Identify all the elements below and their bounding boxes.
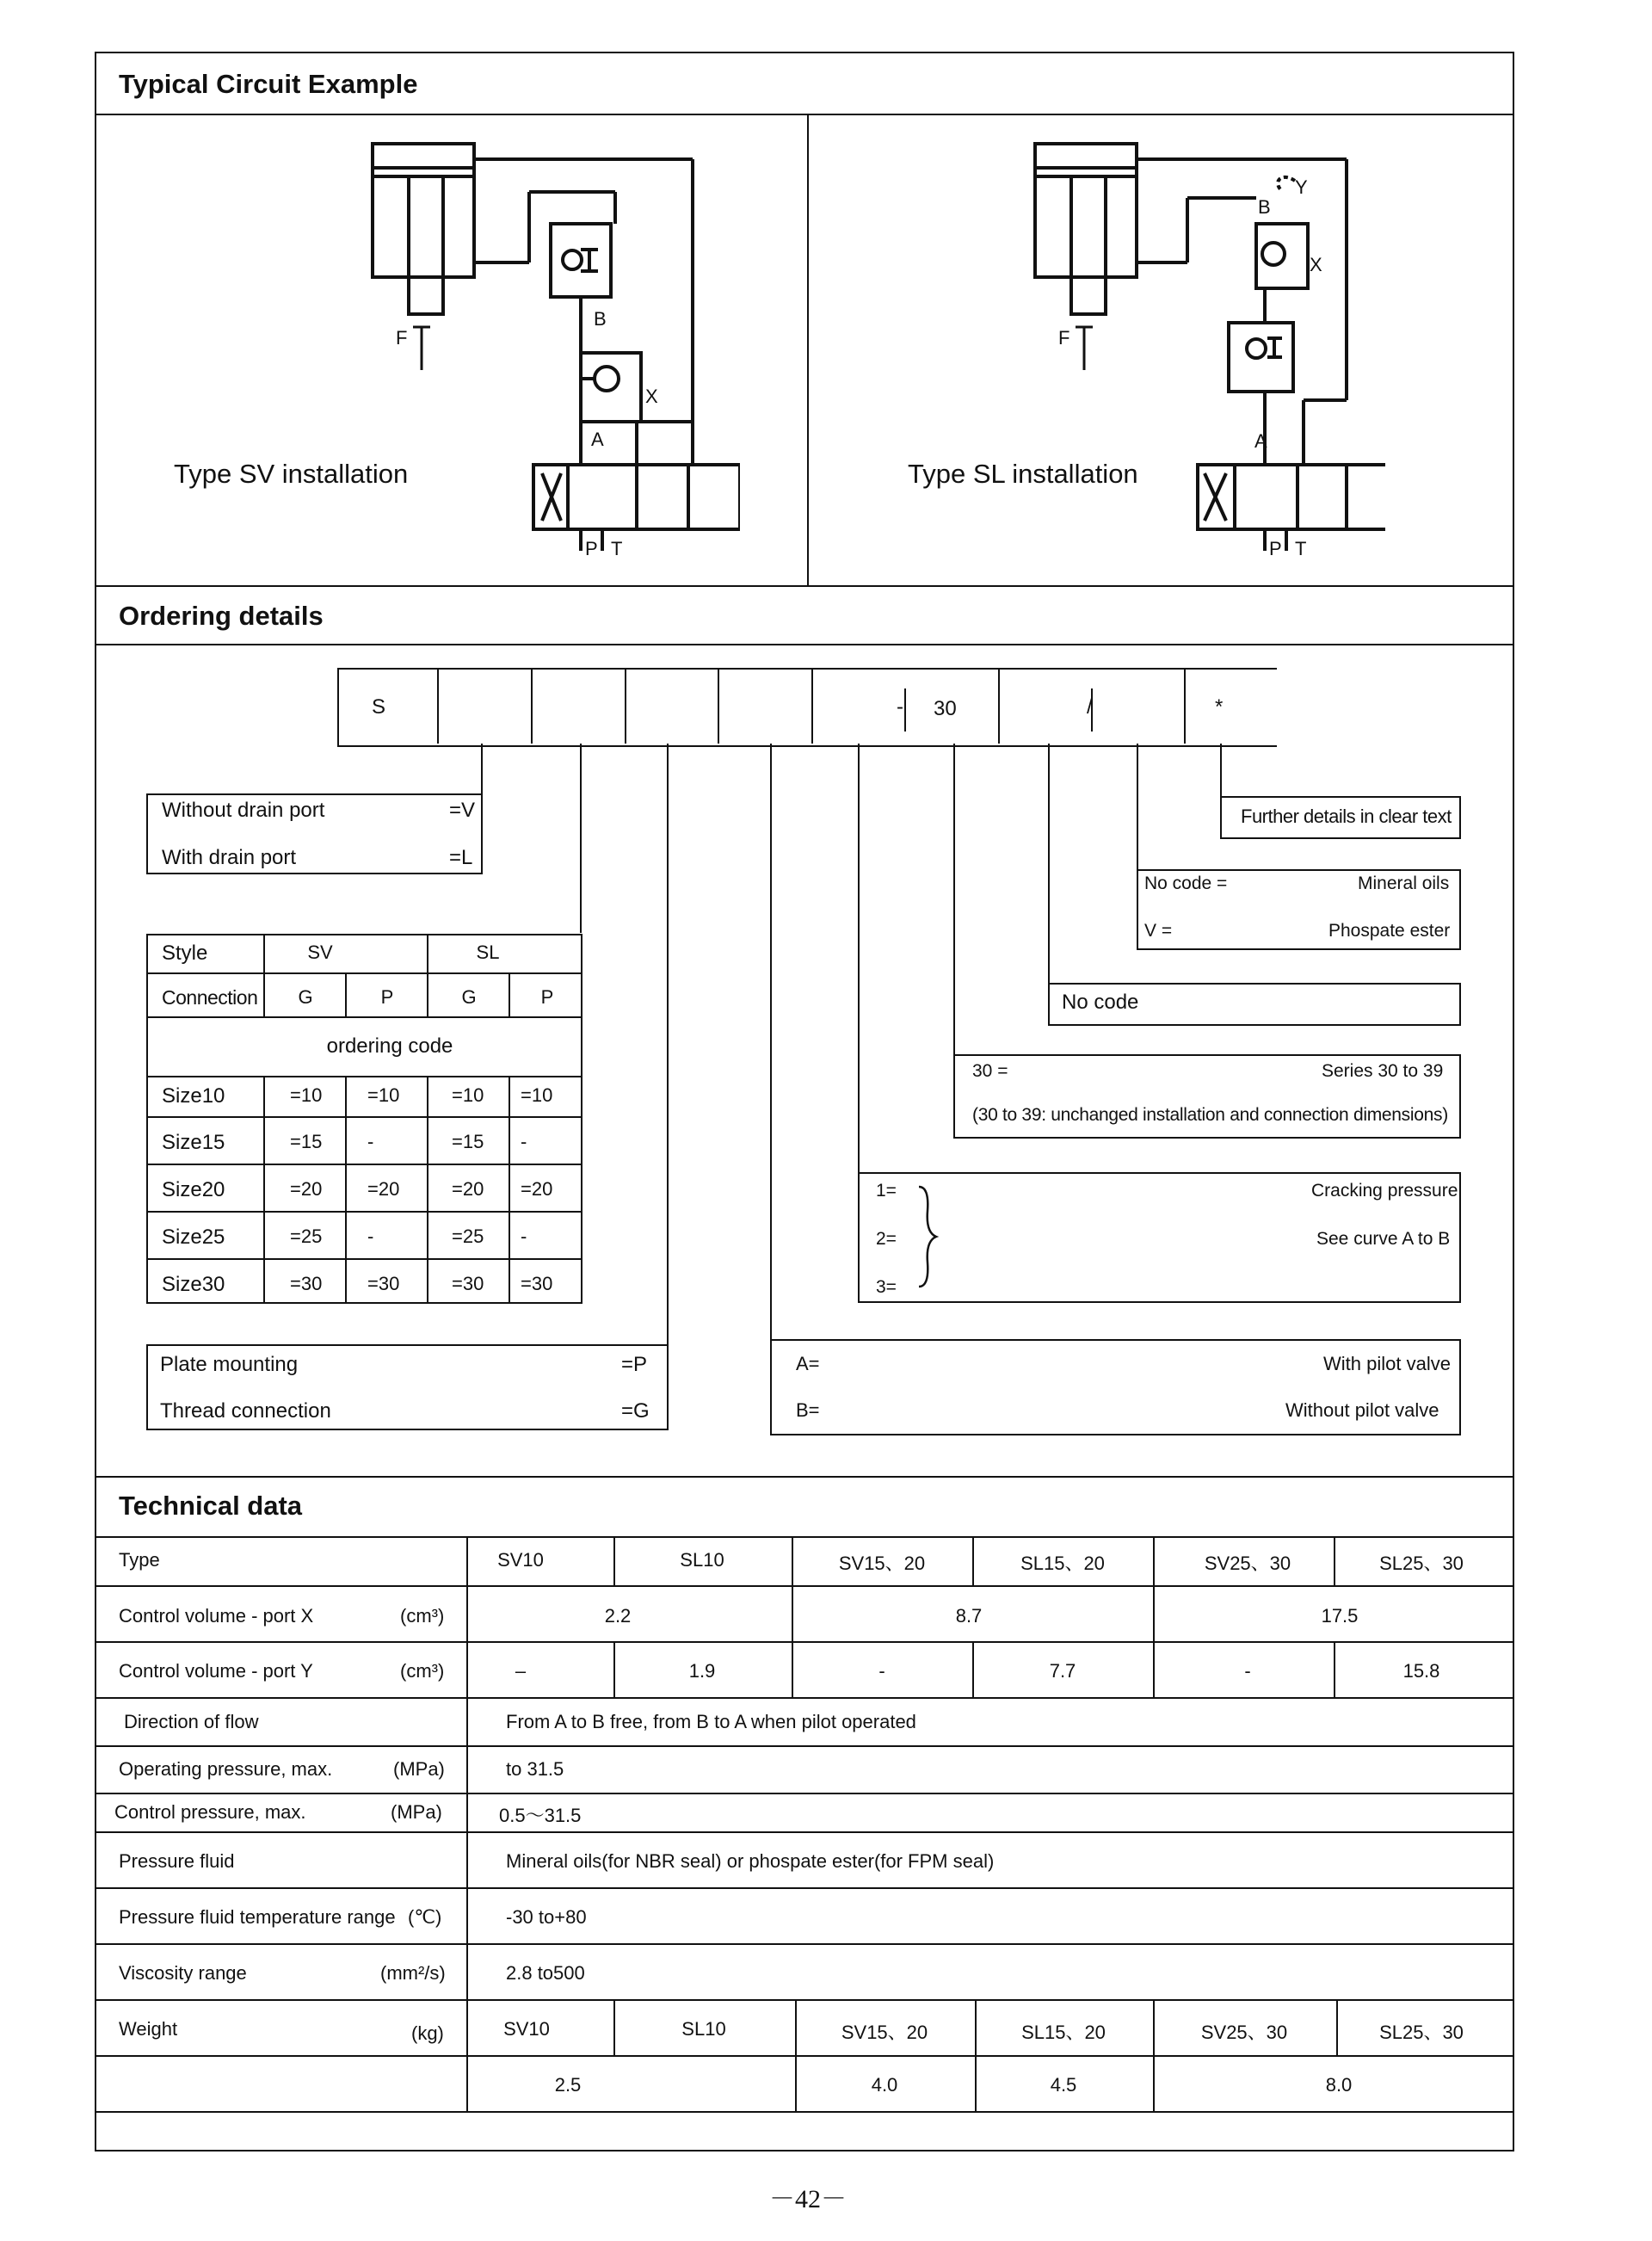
fluid-mineral-oils: Mineral oils [1358, 874, 1450, 893]
order-code-row [337, 668, 1277, 747]
ctrl-x-value: 8.7 [955, 1605, 983, 1627]
table-rule [975, 1999, 977, 2111]
table-rule [792, 1536, 793, 1697]
temp-value: -30 to+80 [506, 1906, 587, 1928]
thread-connection-label: Thread connection [160, 1399, 331, 1423]
table-rule [613, 1536, 615, 1585]
ctrl-y-value: 15.8 [1402, 1660, 1440, 1682]
type-sl-label: Type SL installation [908, 459, 1138, 489]
divider [95, 114, 1514, 115]
connector [858, 744, 860, 1172]
table-rule [345, 972, 347, 1016]
size-code: =10 [290, 1084, 323, 1106]
viscosity-label: Viscosity range [119, 1962, 247, 1984]
connector [770, 744, 772, 1339]
ctrl-x-unit: (cm³) [400, 1605, 445, 1627]
cracking-code-1: 1= [876, 1181, 897, 1201]
weight-value: 4.5 [1050, 2074, 1077, 2096]
port-b-label: B [594, 308, 607, 330]
temp-unit: (℃) [408, 1906, 442, 1928]
series-desc: Series 30 to 39 [1322, 1061, 1444, 1081]
port-t-label: T [611, 538, 623, 559]
table-rule [146, 1164, 583, 1165]
table-rule [795, 1999, 797, 2111]
cracking-code-2: 2= [876, 1229, 897, 1249]
code-divider [625, 668, 626, 744]
size-code: =10 [367, 1084, 400, 1106]
port-t-label: T [1295, 538, 1307, 559]
flow-label: Direction of flow [124, 1711, 259, 1732]
series-note: (30 to 39: unchanged installation and connection dimensions) [972, 1105, 1448, 1125]
table-rule [427, 934, 428, 1016]
weight-unit: (kg) [411, 2022, 444, 2044]
ctrl-y-value: - [1244, 1660, 1251, 1682]
plate-mounting-label: Plate mounting [160, 1353, 299, 1376]
size-code: =20 [367, 1178, 400, 1200]
size-label: Size20 [162, 1178, 225, 1201]
port-x-label: X [1310, 254, 1322, 275]
table-rule [95, 1999, 1514, 2001]
pilot-a-code: A= [796, 1353, 820, 1374]
connector [1220, 744, 1222, 798]
table-rule [146, 972, 583, 974]
cracking-pressure-text: Cracking pressure [1311, 1181, 1458, 1201]
table-rule [146, 1076, 583, 1077]
weight-type: SV15、20 [841, 2022, 928, 2043]
size-label: Size15 [162, 1131, 225, 1154]
cracking-code-3: 3= [876, 1277, 897, 1297]
weight-label: Weight [119, 2018, 178, 2040]
type-label: Type [119, 1549, 160, 1571]
ctrl-pressure-label: Control pressure, max. [114, 1801, 306, 1823]
table-rule [95, 1745, 1514, 1747]
table-rule [146, 1116, 583, 1118]
code-divider [718, 668, 719, 744]
op-pressure-unit: (MPa) [393, 1758, 445, 1780]
style-sl: SL [476, 941, 500, 963]
style-sv: SV [307, 941, 333, 963]
pilot-check-valve [581, 353, 641, 422]
circuit-title: Typical Circuit Example [119, 69, 418, 99]
table-rule [466, 1536, 468, 2111]
thread-connection-code: =G [621, 1399, 650, 1423]
size-code: =30 [521, 1273, 553, 1294]
ctrl-y-value: - [878, 1660, 885, 1682]
ctrl-pressure-unit: (MPa) [391, 1801, 442, 1823]
port-a-label: A [591, 429, 604, 450]
connector [481, 744, 483, 795]
force-label: F [396, 327, 408, 349]
port-p-label: P [585, 538, 598, 559]
table-rule [1336, 1999, 1338, 2055]
weight-type: SL10 [681, 2018, 726, 2040]
table-rule [95, 1943, 1514, 1945]
drain-without-label: Without drain port [162, 799, 325, 822]
viscosity-value: 2.8 to500 [506, 1962, 585, 1984]
size-code: =25 [290, 1225, 323, 1247]
op-pressure-value: to 31.5 [506, 1758, 564, 1780]
size-code: =10 [521, 1084, 553, 1106]
table-rule [95, 2055, 1514, 2057]
port-a-label: A [1254, 430, 1267, 452]
type-col: SV10 [497, 1549, 544, 1571]
connector [953, 744, 955, 1055]
pilot-b-code: B= [796, 1399, 820, 1421]
series-code: 30 = [972, 1061, 1008, 1081]
weight-value: 4.0 [871, 2074, 898, 2096]
ctrl-y-unit: (cm³) [400, 1660, 445, 1682]
weight-type: SL15、20 [1021, 2022, 1106, 2043]
code-cell-30: 30 [934, 697, 957, 720]
temp-label: Pressure fluid temperature range [119, 1906, 396, 1928]
piston-rod [409, 176, 443, 314]
table-rule [509, 972, 510, 1016]
brace-icon [914, 1185, 940, 1288]
code-cell-dash: - [897, 695, 903, 719]
table-rule [972, 1536, 974, 1585]
table-rule [95, 1641, 1514, 1643]
port-b-label: B [1258, 196, 1271, 218]
weight-type: SV25、30 [1200, 2022, 1288, 2043]
type-col: SV15、20 [838, 1553, 926, 1574]
connection-label: Connection [162, 986, 258, 1009]
page-number: －42－ [769, 2185, 847, 2213]
table-rule [263, 934, 265, 1016]
weight-value: 2.5 [554, 2074, 582, 2096]
size-label: Size25 [162, 1225, 225, 1249]
size-code: =25 [452, 1225, 484, 1247]
sl-circuit-diagram [1007, 129, 1385, 559]
size-code: =30 [367, 1273, 400, 1294]
ctrl-x-value: 2.2 [604, 1605, 632, 1627]
code-divider [1184, 668, 1186, 744]
ordering-code-label: ordering code [326, 1034, 453, 1058]
further-details-text: Further details in clear text [1241, 806, 1452, 827]
type-col: SL10 [680, 1549, 724, 1571]
size-code: - [367, 1131, 374, 1152]
connector [580, 744, 582, 933]
table-rule [1153, 1999, 1155, 2111]
table-rule [95, 1585, 1514, 1587]
type-col: SL15、20 [1020, 1553, 1105, 1574]
table-rule [427, 1076, 428, 1304]
viscosity-unit: (mm²/s) [380, 1962, 446, 1984]
ctrl-y-value: 1.9 [688, 1660, 716, 1682]
ctrl-y-value: 7.7 [1049, 1660, 1076, 1682]
ctrl-y-label: Control volume - port Y [119, 1660, 313, 1682]
port-x-label: X [645, 386, 658, 407]
weight-type: SV10 [503, 2018, 550, 2040]
type-col: SL25、30 [1379, 1553, 1464, 1574]
ctrl-x-label: Control volume - port X [119, 1605, 314, 1627]
code-divider [531, 668, 533, 744]
pilot-b-desc: Without pilot valve [1285, 1399, 1439, 1421]
size-code: =10 [452, 1084, 484, 1106]
force-label: F [1058, 327, 1070, 349]
piston-rod [1071, 176, 1106, 314]
table-rule [509, 1076, 510, 1304]
table-rule [95, 1831, 1514, 1833]
no-code-text: No code [1062, 991, 1139, 1014]
table-rule [146, 1258, 583, 1260]
divider [95, 1476, 1514, 1478]
ordering-title: Ordering details [119, 601, 324, 631]
table-rule [613, 1999, 615, 2055]
code-divider [998, 668, 1000, 744]
pressure-fluid-value: Mineral oils(for NBR seal) or phospate ester(for FPM seal) [506, 1850, 995, 1872]
table-rule [613, 1641, 615, 1697]
op-pressure-label: Operating pressure, max. [119, 1758, 333, 1780]
plate-mounting-code: =P [621, 1353, 648, 1376]
cylinder-body [373, 144, 474, 277]
divider [95, 644, 1514, 645]
weight-value: 8.0 [1325, 2074, 1353, 2096]
flow-value: From A to B free, from B to A when pilot operated [506, 1711, 916, 1732]
ctrl-pressure-value: 0.5～31.5 [499, 1805, 582, 1826]
table-rule [95, 1697, 1514, 1699]
size-label: Size30 [162, 1273, 225, 1296]
table-rule [95, 1887, 1514, 1889]
drain-without-code: =V [449, 799, 476, 822]
conn-p: P [380, 986, 394, 1008]
table-rule [263, 1076, 265, 1304]
code-divider [811, 668, 813, 744]
divider [807, 114, 809, 585]
drain-with-code: =L [449, 846, 473, 869]
code-cell-s: S [372, 695, 386, 719]
table-rule [1334, 1641, 1335, 1697]
port-y-label: Y [1295, 176, 1308, 198]
fluid-v-code: V = [1144, 921, 1173, 941]
divider [95, 585, 1514, 587]
size-code: =20 [290, 1178, 323, 1200]
conn-g: G [461, 986, 477, 1008]
ctrl-y-value: – [515, 1660, 527, 1682]
fluid-no-code: No code = [1144, 874, 1228, 893]
table-rule [146, 1016, 583, 1018]
table-rule [146, 1211, 583, 1213]
ctrl-x-value: 17.5 [1321, 1605, 1359, 1627]
code-cell-slash: / [1087, 695, 1093, 719]
table-rule [345, 1076, 347, 1304]
conn-p: P [540, 986, 554, 1008]
pilot-a-desc: With pilot valve [1323, 1353, 1451, 1374]
sv-circuit-diagram [344, 129, 740, 559]
code-cell-star: * [1215, 695, 1224, 719]
table-rule [972, 1641, 974, 1697]
port-p-label: P [1269, 538, 1282, 559]
type-col: SV25、30 [1204, 1553, 1291, 1574]
divider [95, 1536, 1514, 1538]
size-code: =15 [290, 1131, 323, 1152]
style-label: Style [162, 941, 208, 965]
size-code: - [367, 1225, 374, 1247]
code-divider [437, 668, 439, 744]
size-code: - [521, 1131, 527, 1152]
connector [1048, 744, 1050, 983]
size-code: =30 [290, 1273, 323, 1294]
connector [667, 744, 669, 1346]
table-rule [1334, 1536, 1335, 1585]
size-code: =30 [452, 1273, 484, 1294]
type-sv-label: Type SV installation [174, 459, 409, 489]
table-rule [95, 1793, 1514, 1794]
cracking-curve-text: See curve A to B [1316, 1229, 1451, 1249]
size-code: =20 [521, 1178, 553, 1200]
size-label: Size10 [162, 1084, 225, 1108]
fluid-phospate-ester: Phospate ester [1328, 921, 1451, 941]
weight-type: SL25、30 [1379, 2022, 1464, 2043]
cylinder-body [1035, 144, 1137, 277]
pressure-fluid-label: Pressure fluid [119, 1850, 235, 1872]
code-dash-mark [904, 688, 906, 732]
table-rule [95, 2111, 1514, 2113]
conn-g: G [298, 986, 313, 1008]
drain-with-label: With drain port [162, 846, 297, 869]
size-code: =15 [452, 1131, 484, 1152]
table-rule [1153, 1536, 1155, 1697]
size-code: =20 [452, 1178, 484, 1200]
technical-title: Technical data [119, 1491, 303, 1521]
size-code: - [521, 1225, 527, 1247]
